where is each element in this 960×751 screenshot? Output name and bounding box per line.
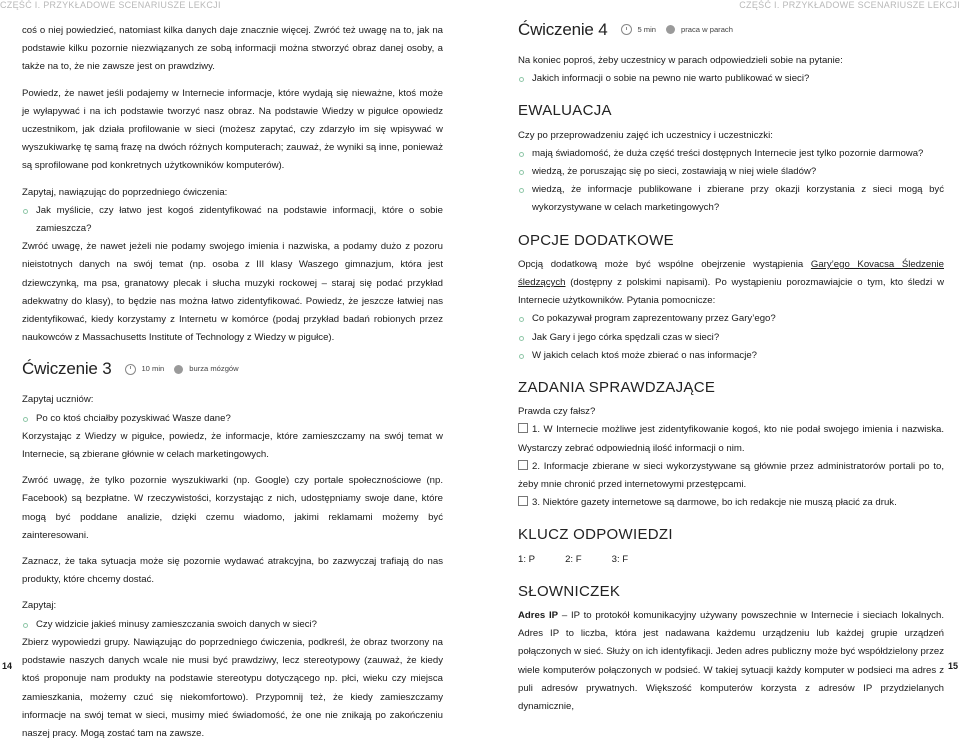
checkbox[interactable] bbox=[518, 460, 528, 470]
bullet-item: Jak myślicie, czy łatwo jest kogoś zidentyfikować na podstawie informacji, które o sobie zamieszcza? bbox=[22, 202, 443, 238]
paragraph: Zapytaj, nawiązując do poprzedniego ćwiczenia: bbox=[22, 186, 228, 198]
duration: 5 min bbox=[621, 21, 656, 39]
quiz-item: 3. Niektóre gazety internetowe są darmowe, bo ich redakcje nie muszą płacić za druk. bbox=[518, 494, 944, 512]
method-icon bbox=[666, 25, 675, 34]
section-heading-evaluation: EWALUACJA bbox=[518, 102, 612, 120]
bullet-item: Co pokazywał program zaprezentowany przez Gary’ego? bbox=[518, 310, 944, 328]
clock-icon bbox=[125, 364, 136, 375]
paragraph: Zwróć uwagę, że tylko pozornie wyszukiwarki (np. Google) czy portale społecznościowe (np. Facebook) są bezpłatne. W rzeczywistości, korzystając z nich, udostępniamy swoje dane, które mogą być poddane analizie, dzięki czemu wiadomo, jakimi reklamami możemy być zainteresowani. bbox=[22, 475, 443, 541]
section-heading-glossary: SŁOWNICZEK bbox=[518, 582, 621, 600]
section-heading-quiz: ZADANIA SPRAWDZAJĄCE bbox=[518, 379, 716, 397]
bullet-item: W jakich celach ktoś może zbierać o nas informacje? bbox=[518, 347, 944, 365]
duration: 10 min bbox=[125, 360, 164, 378]
running-head: CZĘŚĆ I. PRZYKŁADOWE SCENARIUSZE LEKCJI bbox=[739, 0, 960, 10]
bullet-item: Jak Gary i jego córka spędzali czas w sieci? bbox=[518, 329, 944, 347]
section-heading-options: OPCJE DODATKOWE bbox=[518, 231, 674, 249]
bullet-item: wiedzą, że informacje publikowane i zbierane przy okazji korzystania z sieci mogą być wykorzystywane w celach marketingowych? bbox=[518, 181, 944, 217]
paragraph: Zapytaj: bbox=[22, 600, 57, 612]
bullet-item: Jakich informacji o sobie na pewno nie warto publikować w sieci? bbox=[518, 70, 944, 88]
bullet-item: wiedzą, że poruszając się po sieci, zostawiają w niej wiele śladów? bbox=[518, 163, 944, 181]
page-number: 15 bbox=[947, 661, 958, 671]
checkbox[interactable] bbox=[518, 423, 528, 433]
running-head: CZĘŚĆ I. PRZYKŁADOWE SCENARIUSZE LEKCJI bbox=[0, 0, 221, 10]
right-column bbox=[518, 19, 944, 716]
clock-icon bbox=[621, 24, 632, 35]
paragraph: Czy po przeprowadzeniu zajęć ich uczestnicy i uczestniczki: bbox=[518, 129, 773, 141]
paragraph: Zaznacz, że taka sytuacja może się pozornie wydawać atrakcyjna, bo zazwyczaj trafiają do nas produkty, które chcemy dostać. bbox=[22, 556, 443, 586]
paragraph: Zwróć uwagę, że nawet jeżeli nie podamy swojego imienia i nazwiska, a podamy dużo z pozoru nieistotnych danych na swój temat (np. osoba z III klasy Waszego gimnazjum, która jest dziewczynką, ma psa, granatowy plecak i słucha muzyki rockowej – staraj się podać przykład adekwatny do klasy), to będzie nas można łatwo zidentyfikować. Powiedz, że jeszcze łatwiej nas zidentyfikować, kiedy korzystamy z Internetu w komórce (podaj przykład badań robionych przez naukowców z Massachusetts Institute of Technology z Wiedzy w pigułce). bbox=[22, 241, 443, 344]
answer-key: 1: P 2: F 3: F bbox=[518, 553, 629, 565]
section-heading-key: KLUCZ ODPOWIEDZI bbox=[518, 526, 673, 544]
page-number: 14 bbox=[2, 661, 13, 671]
exercise-4-header bbox=[518, 16, 944, 44]
exercise-title: Ćwiczenie 4 bbox=[518, 19, 608, 39]
bullet-item: mają świadomość, że duża część treści dostępnych Internecie jest tylko pozornie darmowa? bbox=[518, 145, 944, 163]
method: praca w parach bbox=[666, 21, 733, 39]
method-icon bbox=[174, 365, 183, 374]
bullet-item: Czy widzicie jakieś minusy zamieszczania swoich danych w sieci? bbox=[22, 616, 443, 634]
method: burza mózgów bbox=[174, 360, 238, 378]
paragraph: Powiedz, że nawet jeśli podajemy w Internecie informacje, które wydają się nieważne, ktoś może je wyłapywać i na ich podstawie tworzyć nasz obraz. Na podstawie Wiedzy w pigułce opowiedz uczestnikom, jak działa profilowanie w sieci (możesz zapytać, czy zdarzyło im się wpisywać w wyszukiwarkę tę samą frazę na dwóch różnych komputerach; zauważ, że wyniki są inne, ponieważ są sprofilowane pod konkretnych użytkowników komputerów). bbox=[22, 87, 443, 172]
checkbox[interactable] bbox=[518, 496, 528, 506]
right-page bbox=[480, 0, 960, 713]
paragraph: coś o niej powiedzieć, natomiast kilka danych daje znacznie więcej. Zwróć też uwagę na to, jak na podstawie kilku pozornie niezwiązanych ze sobą informacji można stworzyć obraz danej osoby, a także na to, że nie zawsze jest on prawdziwy. bbox=[22, 25, 443, 73]
paragraph: Zbierz wypowiedzi grupy. Nawiązując do poprzedniego ćwiczenia, podkreśl, że obraz tworzony na podstawie naszych danych wcale nie musi być prawdziwy, lecz stereotypowy (zauważ, że kiedy ktoś proponuje nam produkty na podstawie stereotypu dotyczącego np. płci, wieku czy miejsca zamieszkania, możemy czuć się niekomfortowo). Przypomnij też, że kiedy zamieszczamy informacje na swój temat w sieci, musimy mieć świadomość, że one nie znikają po zakończeniu naszej pracy. Mogą zostać tam na zawsze. bbox=[22, 636, 443, 739]
quiz-item: 2. Informacje zbierane w sieci wykorzystywane są głównie przez administratorów portali po to, żeby mnie chronić przed internetowymi przestępcami. bbox=[518, 460, 944, 491]
exercise-title: Ćwiczenie 3 bbox=[22, 359, 112, 379]
left-column bbox=[22, 22, 443, 751]
paragraph: Opcją dodatkową może być wspólne obejrzenie wystąpienia Gary’ego Kovacsa Śledzenie śledzących (dostępny z polskimi napisami). Po wystąpieniu porozmawiajcie o tym, kto śledzi w Internecie użytkowników. Pytania pomocnicze: bbox=[518, 258, 944, 307]
paragraph: Na koniec poproś, żeby uczestnicy w parach odpowiedzieli sobie na pytanie: bbox=[518, 55, 843, 66]
exercise-3-header bbox=[22, 355, 443, 383]
paragraph: Prawda czy fałsz? bbox=[518, 406, 596, 418]
talk-link[interactable]: Gary’ego Kovacsa Śledzenie śledzących bbox=[518, 258, 944, 289]
paragraph: Zapytaj uczniów: bbox=[22, 394, 94, 406]
quiz-item: 1. W Internecie możliwe jest zidentyfikowanie kogoś, kto nie podał swojego imienia i nazwiska. Wystarczy zebrać odpowiednią ilość informacji o nim. bbox=[518, 424, 944, 454]
bullet-item: Po co ktoś chciałby pozyskiwać Wasze dane? bbox=[22, 410, 443, 428]
paragraph: Korzystając z Wiedzy w pigułce, powiedz, że informacje, które zamieszczamy na swój temat w Internecie, są zbierane głównie w celach marketingowych. bbox=[22, 430, 443, 461]
glossary-entry: Adres IP – IP to protokół komunikacyjny używany powszechnie w Internecie i sieciach lokalnych. Adres IP to liczba, która jest nadawana każdemu urządzeniu lub każdej grupie urządzeń połączonych w sieć. Służy on ich identyfikacji. Jeden adres publiczny może być współdzielony przez wiele komputerów połączonych w podsieć. W takiej sytuacji każdy komputer w podsieci ma adres z puli adresów prywatnych. Większość komputerów korzysta z adresów IP przydzielanych dynamicznie, bbox=[518, 610, 944, 713]
left-page bbox=[0, 0, 480, 739]
